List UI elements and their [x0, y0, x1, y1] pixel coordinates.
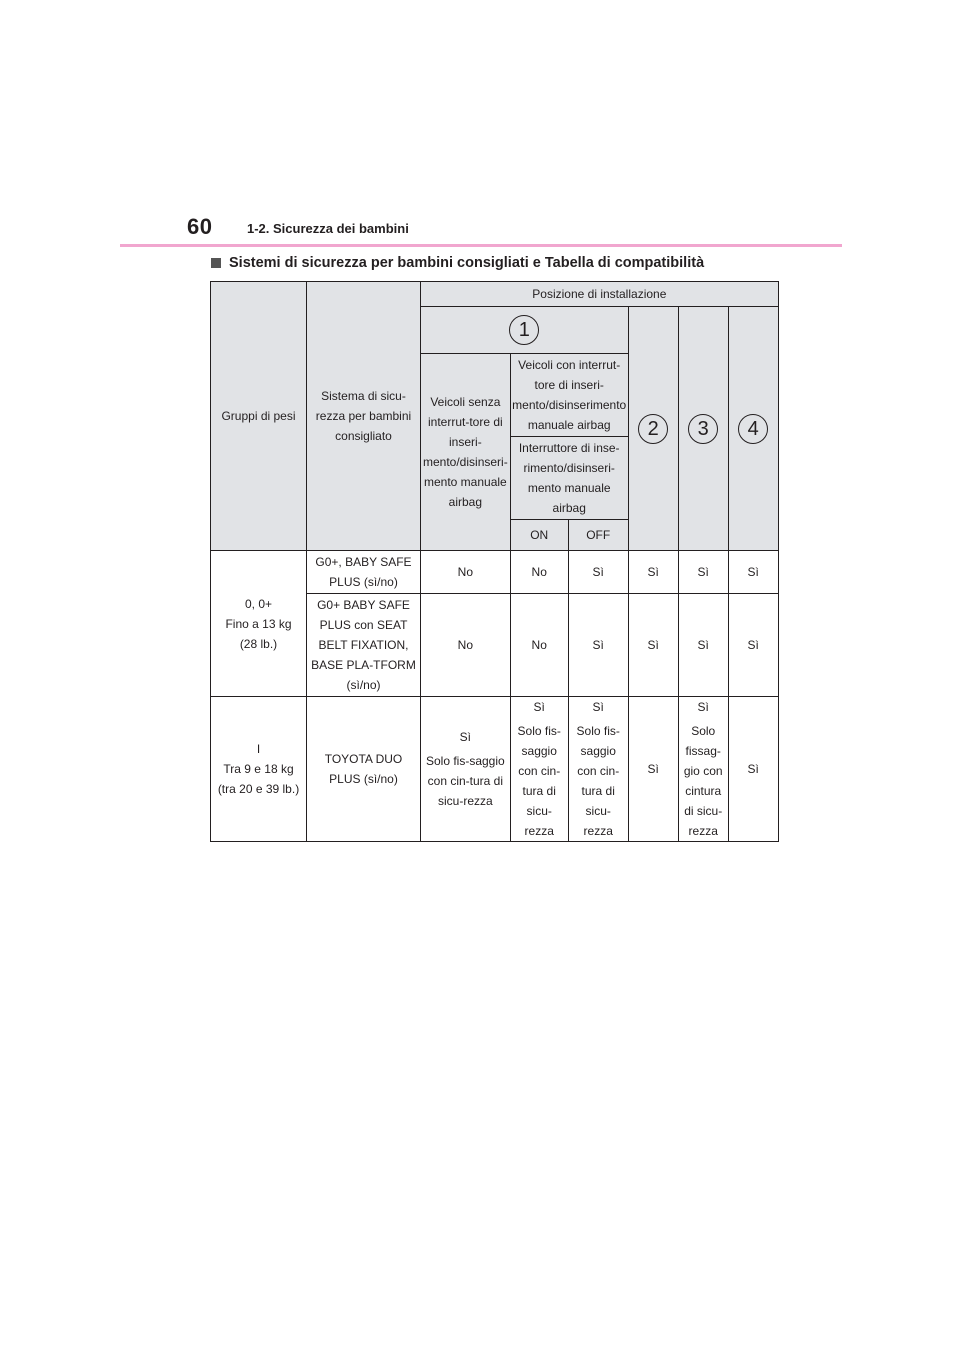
value-cell: Sì: [628, 697, 678, 842]
table-heading: [211, 255, 704, 271]
weight-group-cell: 0, 0+ Fino a 13 kg (28 lb.): [211, 551, 307, 697]
value-note: Solo fissag-gio con cintura di sicu-rezza: [683, 724, 723, 838]
system-cell: TOYOTA DUO PLUS (sì/no): [307, 697, 421, 842]
square-bullet-icon: [211, 258, 221, 268]
system-cell: G0+, BABY SAFE PLUS (sì/no): [307, 551, 421, 594]
value-cell: [421, 697, 511, 842]
value-note: Solo fis-saggio con cin-tura di sicu-rezza: [576, 724, 620, 838]
position-header: Posizione di installazione: [421, 282, 779, 307]
position-2-icon: 2: [638, 414, 668, 444]
position-2-header: [628, 307, 678, 551]
on-header: ON: [510, 520, 568, 551]
value-cell: Sì: [628, 594, 678, 697]
position-4-icon: 4: [738, 414, 768, 444]
position-1-icon: 1: [509, 315, 539, 345]
value-cell: No: [421, 594, 511, 697]
value-yes: Sì: [533, 700, 545, 714]
value-cell: Sì: [728, 697, 778, 842]
value-cell: [678, 697, 728, 842]
value-note: Solo fis-saggio con cin-tura di sicu-rezza: [425, 754, 505, 808]
heading-text: Sistemi di sicurezza per bambini consigliati e Tabella di compatibilità: [229, 255, 705, 271]
value-cell: Sì: [678, 594, 728, 697]
no-switch-header: Veicoli senza interrut-tore di inseri-mento/disinseri-mento manuale airbag: [421, 354, 511, 551]
value-cell: Sì: [728, 551, 778, 594]
value-cell: Sì: [728, 594, 778, 697]
position-3-header: [678, 307, 728, 551]
value-cell: Sì: [568, 551, 628, 594]
position-1-header: [421, 307, 629, 354]
weight-group-cell: I Tra 9 e 18 kg (tra 20 e 39 lb.): [211, 697, 307, 842]
value-cell: [510, 697, 568, 842]
value-note: Solo fis-saggio con cin-tura di sicu-rezza: [517, 724, 561, 838]
page-number: 60: [187, 214, 213, 239]
value-cell: No: [510, 551, 568, 594]
value-yes: Sì: [697, 700, 709, 714]
off-header: OFF: [568, 520, 628, 551]
compatibility-table: [210, 281, 779, 842]
table-row: [211, 551, 779, 594]
system-cell: G0+ BABY SAFE PLUS con SEAT BELT FIXATION, BASE PLA-TFORM (sì/no): [307, 594, 421, 697]
weight-group-header: Gruppi di pesi: [211, 282, 307, 551]
table-row: [211, 697, 779, 842]
section-title: 1-2. Sicurezza dei bambini: [247, 221, 409, 236]
value-cell: Sì: [568, 594, 628, 697]
header-divider: [120, 244, 842, 247]
position-4-header: [728, 307, 778, 551]
value-cell: [568, 697, 628, 842]
system-header: Sistema di sicu-rezza per bambini consigliato: [307, 282, 421, 551]
value-yes: Sì: [592, 700, 604, 714]
value-cell: Sì: [628, 551, 678, 594]
value-cell: No: [421, 551, 511, 594]
value-yes: Sì: [459, 730, 472, 744]
with-switch-header: Veicoli con interrut-tore di inseri-mento/disinserimento manuale airbag: [510, 354, 628, 437]
value-cell: No: [510, 594, 568, 697]
value-cell: Sì: [678, 551, 728, 594]
switch-header: Interruttore di inse-rimento/disinseri-mento manuale airbag: [510, 437, 628, 520]
position-3-icon: 3: [688, 414, 718, 444]
